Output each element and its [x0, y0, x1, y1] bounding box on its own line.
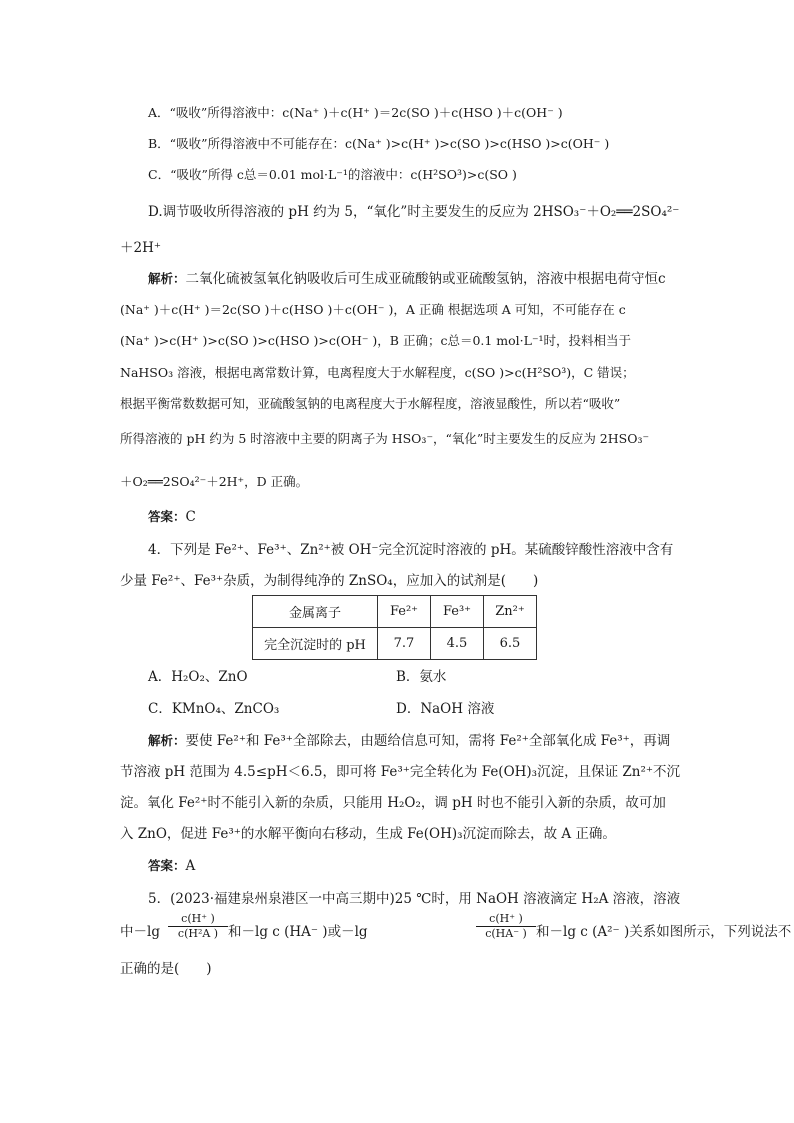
q4-answer-value: A	[185, 858, 196, 874]
q3-analysis-line-1	[148, 270, 666, 288]
q3-analysis-line-4: NaHSO₃ 溶液，根据电离常数计算，电离程度大于水解程度，c(SO )>c(H²SO³)，C 错误；	[120, 365, 635, 380]
q4-analysis-line-3: 淀。氧化 Fe²⁺时不能引入新的杂质，只能用 H₂O₂，调 pH 时也不能引入新的杂质，故可加	[120, 795, 666, 811]
q4-analysis-line-1	[148, 732, 670, 750]
table-header-cell: Zn²⁺	[484, 596, 537, 628]
q3-option-c: C．“吸收”所得 c总＝0.01 mol·L⁻¹的溶液中：c(H²SO³)>c(SO )	[148, 167, 517, 182]
table-cell: 7.7	[378, 628, 431, 660]
q3-analysis-label: 解析：	[148, 271, 186, 286]
q3-analysis-line-6: 所得溶液的 pH 约为 5 时溶液中主要的阴离子为 HSO₃⁻，“氧化”时主要发生的反应为 2HSO₃⁻	[120, 431, 650, 446]
q3-answer-label: 答案：	[148, 509, 186, 524]
q4-answer	[148, 857, 195, 875]
q4-analysis-text-1: 要使 Fe²⁺和 Fe³⁺全部除去，由题给信息可知，需将 Fe²⁺全部氧化成 Fe³⁺，再调	[185, 733, 671, 749]
precipitation-ph-table	[252, 595, 537, 660]
q4-option-c: C．KMnO₄、ZnCO₃	[148, 701, 280, 717]
q4-analysis-line-4: 入 ZnO，促进 Fe³⁺的水解平衡向右移动，生成 Fe(OH)₃沉淀而除去，故 A 正确。	[120, 826, 616, 842]
table-row	[253, 628, 537, 660]
q4-option-b: B．氨水	[396, 669, 447, 685]
q5-fraction-2	[476, 912, 536, 941]
q3-analysis-line-7: ＋O₂══2SO₄²⁻＋2H⁺，D 正确。	[120, 474, 309, 489]
q3-option-b: B．“吸收”所得溶液中不可能存在：c(Na⁺ )>c(H⁺ )>c(SO )>c(HSO )>c(OH⁻ )	[148, 136, 610, 151]
table-header-cell: Fe²⁺	[378, 596, 431, 628]
q5-text-c: 和－lg c (A²⁻ )关系如图所示，下列说法不	[536, 924, 792, 940]
q5-fraction-1	[168, 912, 228, 941]
q3-analysis-line-5: 根据平衡常数数据可知，亚硫酸氢钠的电离程度大于水解程度，溶液显酸性，所以若“吸收”	[120, 396, 621, 411]
table-row	[253, 596, 537, 628]
q3-answer-value: C	[185, 509, 196, 525]
q5-text-b: 和－lg c (HA⁻ )或－lg	[228, 924, 368, 940]
q4-answer-label: 答案：	[148, 858, 186, 873]
q5-fraction-1-denominator: c(H²A )	[177, 927, 219, 940]
q3-analysis-line-2: (Na⁺ )＋c(H⁺ )＝2c(SO )＋c(HSO )＋c(OH⁻ )，A 正确 根据选项 A 可知，不可能存在 c	[120, 302, 626, 317]
q3-option-d-line1: D.调节吸收所得溶液的 pH 约为 5，“氧化”时主要发生的反应为 2HSO₃⁻＋O₂══2SO₄²⁻	[148, 204, 680, 220]
q3-answer	[148, 508, 196, 526]
q3-analysis-line-3: (Na⁺ )>c(H⁺ )>c(SO )>c(HSO )>c(OH⁻ )，B 正确；c总＝0.1 mol·L⁻¹时，投料相当于	[120, 333, 632, 348]
q5-fraction-2-numerator: c(H⁺ )	[476, 912, 536, 927]
q3-option-d-line2: ＋2H⁺	[120, 240, 161, 256]
q3-analysis-text-1: 二氧化硫被氢氧化钠吸收后可生成亚硫酸钠或亚硫酸氢钠，溶液中根据电荷守恒c	[185, 271, 666, 287]
q4-analysis-line-2: 节溶液 pH 范围为 4.5≤pH＜6.5，即可将 Fe³⁺完全转化为 Fe(OH)₃沉淀，且保证 Zn²⁺不沉	[120, 764, 680, 780]
q3-option-a: A．“吸收”所得溶液中：c(Na⁺ )＋c(H⁺ )＝2c(SO )＋c(HSO )＋c(OH⁻ )	[148, 105, 563, 120]
q5-stem-line-1: 5．(2023·福建泉州泉港区一中高三期中)25 ℃时，用 NaOH 溶液滴定 H₂A 溶液，溶液	[148, 891, 681, 907]
q4-stem-line-2: 少量 Fe²⁺、Fe³⁺杂质，为制得纯净的 ZnSO₄，应加入的试剂是( )	[120, 573, 539, 589]
q5-fraction-2-denominator: c(HA⁻ )	[485, 927, 527, 940]
table-header-cell: 金属离子	[253, 596, 378, 628]
table-cell: 4.5	[431, 628, 484, 660]
q4-option-d: D．NaOH 溶液	[396, 701, 495, 717]
q4-option-a: A．H₂O₂、ZnO	[148, 669, 248, 685]
table-cell: 完全沉淀时的 pH	[253, 628, 378, 660]
q4-stem-line-1: 4．下列是 Fe²⁺、Fe³⁺、Zn²⁺被 OH⁻完全沉淀时溶液的 pH。某硫酸锌酸性溶液中含有	[148, 542, 674, 558]
q4-analysis-label: 解析：	[148, 733, 186, 748]
q5-stem-line-3: 正确的是( )	[120, 961, 212, 977]
q5-fraction-1-numerator: c(H⁺ )	[168, 912, 228, 927]
table-cell: 6.5	[484, 628, 537, 660]
table-header-cell: Fe³⁺	[431, 596, 484, 628]
q5-text-a: 中－lg	[120, 924, 160, 940]
